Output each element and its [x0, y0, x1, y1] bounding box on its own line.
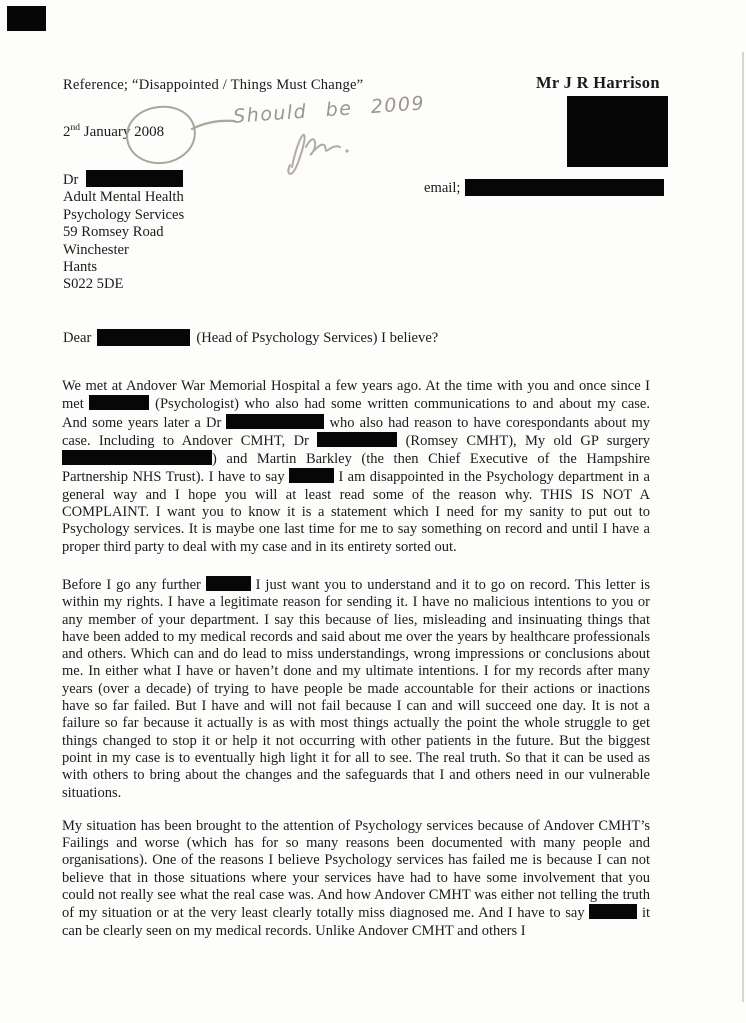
- handwritten-annotation: Should be 2009: [232, 92, 426, 128]
- salutation-suffix: (Head of Psychology Services) I believe?: [196, 330, 439, 346]
- email-row: [424, 179, 664, 197]
- date-day: 2: [63, 124, 71, 140]
- address-line: Adult Mental Health: [63, 189, 184, 206]
- redaction-box-inline: [206, 576, 251, 591]
- email-label: email;: [424, 180, 461, 196]
- address-line: Hants: [63, 259, 98, 276]
- letter-paragraph: My situation has been brought to the attention of Psychology services because of Andover CMHT’s Failings and worse (which has for so many reasons been documented with many people and organisations). One of the reasons I believe Psychology services has failed me is because I can not believe that in those situations where your services have had to have some involvement that you could not really see what the real case was. And how Andover CMHT was either not telling the truth of my situation or at the very least clearly totally miss diagnosed me. And I have to say it can be clearly seen on my medical records. Unlike Andover CMHT and others I: [62, 817, 651, 939]
- redaction-box-inline: [226, 414, 324, 429]
- redaction-box-corner: [7, 6, 46, 31]
- signature-scribble: [288, 135, 340, 174]
- recipient-address-block: [63, 170, 184, 294]
- redaction-box-large: [567, 96, 668, 167]
- redaction-box-recipient-name: [86, 170, 183, 187]
- address-line: Winchester: [63, 241, 129, 258]
- redaction-box-inline: [317, 432, 397, 447]
- reference-line: Reference; “Disappointed / Things Must Change”: [63, 77, 364, 93]
- recipient-name-line: [63, 170, 184, 189]
- redaction-box-salutation: [97, 329, 190, 346]
- redaction-box-inline: [62, 450, 212, 465]
- letter-paragraph: Before I go any further I just want you to understand and it to go on record. This letter is within my rights. I have a legitimate reason for sending it. I have no malicious intentions to you or any member of your department. I say this because of lies, misleading and insinuating things that have been added to my medical records and said about me over the years by healthcare professionals and others. Which can and do lead to miss understandings, wrong impressions or conclusions about me. In either what I have or haven’t done and my ultimate intentions. I for my records after many years (over a decade) of trying to have people be made accountable for their actions or inactions have so far failed. But I have and will not fail because I can and will succeed one day. It is not a failure so far because it actually is as with most things actually the point the whole struggle to get things changed to stop it or help it not occurring with other patients in the future. But the biggest point in my case is to eventually high light it for all to see. The real truth. So that it can be used as with others to bring about the changes and the safeguards that I and others need in our vulnerable situations.: [62, 576, 650, 801]
- salutation-line: [63, 329, 438, 347]
- date-rest: January 2008: [80, 124, 165, 140]
- scan-edge-line: [742, 52, 744, 1002]
- redaction-box-inline: [289, 468, 334, 483]
- recipient-title: Dr: [63, 172, 79, 188]
- pencil-pointer-line: [192, 121, 234, 129]
- address-line: S022 5DE: [63, 276, 124, 293]
- date-ordinal: nd: [70, 123, 80, 133]
- signature-dot: [345, 149, 348, 152]
- redaction-box-email: [465, 179, 664, 196]
- author-name: Mr J R Harrison: [536, 73, 660, 92]
- redaction-box-inline: [589, 904, 637, 919]
- letter-paragraph: We met at Andover War Memorial Hospital a few years ago. At the time with you and once since I met (Psychologist) who also had some written communications to and about my case. And some years later a Dr who also had reason to have corespondants about my case. Including to Andover CMHT, Dr (Romsey CMHT), My old GP surgery ) and Martin Barkley (the then Chief Executive of the Hampshire Partnership NHS Trust). I have to say I am disappointed in the Psychology department in a general way and I hope you will at least read some of the reason why. THIS IS NOT A COMPLAINT. I want you to know it is a statement which I need for my sanity to put out to Psychology services. It is maybe one last time for me to say something on record and until I have a proper third party to deal with my case and in its entirety sorted out.: [62, 378, 650, 555]
- address-line: Psychology Services: [63, 206, 185, 223]
- address-line: 59 Romsey Road: [63, 224, 164, 241]
- letter-body: [62, 378, 650, 940]
- salutation-prefix: Dear: [63, 330, 92, 346]
- redaction-box-inline: [89, 395, 149, 410]
